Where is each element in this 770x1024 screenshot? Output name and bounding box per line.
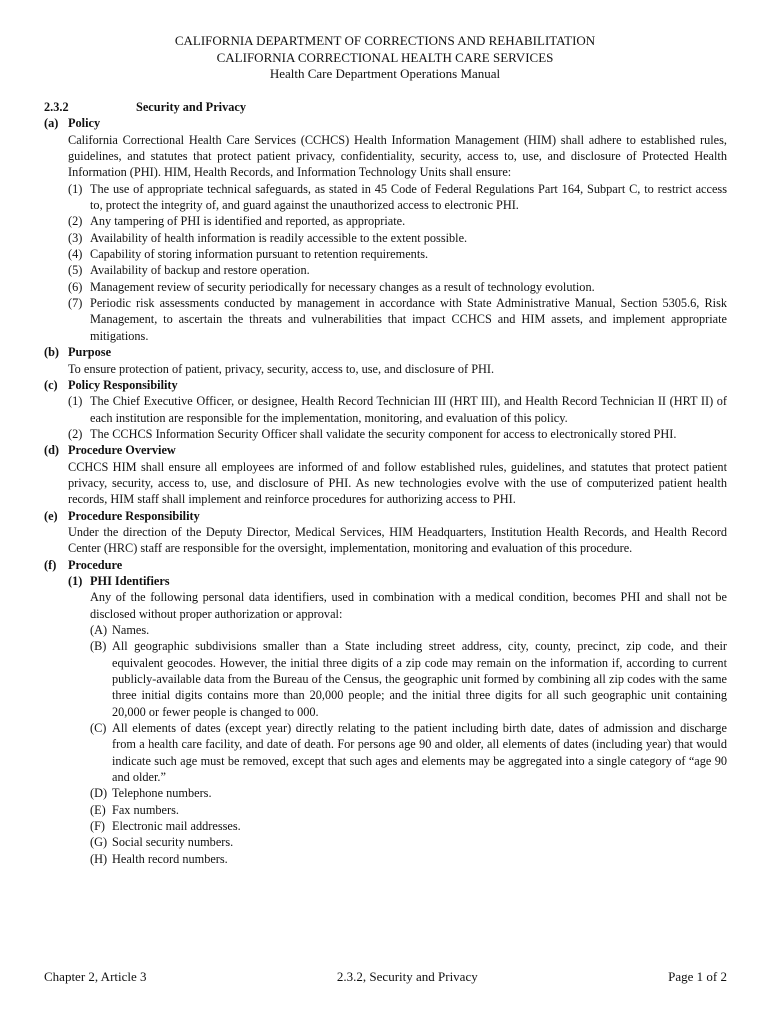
- phi-identifier-item: (D) Telephone numbers.: [90, 786, 212, 801]
- phi-identifier-item: (F) Electronic mail addresses.: [90, 819, 241, 834]
- responsibility-item: (2) The CCHCS Information Security Officer shall validate the security component for access to electronically stored PHI.: [68, 426, 677, 441]
- footer-chapter: Chapter 2, Article 3: [44, 969, 147, 984]
- phi-identifier-item: (B) All geographic subdivisions smaller than a State including street address, city, county, precinct, zip code, and their equivalent geocodes. However, the initial three digits of a zip code may remain on the information if, according to current publicly-available data from the Bureau of the Census, the geographic unit formed by combining all zip codes with the same three initial digits contains more than 20,000 people; and the initial three digits for all such geographic unit containing 20,000 or fewer people is changed to 000.: [90, 639, 727, 719]
- policy-item: (4) Capability of storing information pursuant to retention requirements.: [68, 247, 429, 262]
- policy-intro: California Correctional Health Care Services (CCHCS) Health Information Management (HIM) shall adhere to established rules, guidelines, and statutes that protect patient privacy, confidentiality, security, access to, use, and disclosure of Protected Health Information (PHI). HIM, Health Records, and Information Technology Units shall ensure:: [68, 132, 727, 180]
- responsibility-item: (1) The Chief Executive Officer, or designee, Health Record Technician III (HRT III), and Health Record Technician II (HRT II) of each institution are responsible for the implementation, monitoring, and evaluation of this policy.: [68, 394, 727, 425]
- policy-item: (3) Availability of health information is readily accessible to the extent possible.: [68, 230, 468, 245]
- section-heading: [44, 99, 727, 115]
- phi-identifier-item: (H) Health record numbers.: [90, 851, 228, 866]
- policy-item: (2) Any tampering of PHI is identified and reported, as appropriate.: [68, 214, 406, 229]
- phi-identifier-item: (E) Fax numbers.: [90, 802, 179, 817]
- header-line-3: Health Care Department Operations Manual: [269, 66, 501, 81]
- document-header: [0, 33, 770, 83]
- policy-marker: (a): [44, 116, 59, 131]
- footer-page-number: Page 1 of 2: [668, 969, 727, 984]
- phi-identifiers-intro: Any of the following personal data identifiers, used in combination with a medical condition, becomes PHI and shall not be disclosed without proper authorization or approval:: [90, 590, 727, 621]
- header-line-1: CALIFORNIA DEPARTMENT OF CORRECTIONS AND REHABILITATION: [174, 33, 596, 48]
- procedure-heading: (f) Procedure: [44, 557, 123, 572]
- policy-title: Policy: [68, 116, 101, 131]
- footer-section: 2.3.2, Security and Privacy: [336, 969, 478, 984]
- procedure-responsibility-heading: (e) Procedure Responsibility: [44, 508, 200, 523]
- procedure-responsibility-text: Under the direction of the Deputy Director, Medical Services, HIM Headquarters, Institution Health Records, and Health Record Center (HRC) staff are responsible for the oversight, implementation, monitoring and evaluation of this procedure.: [68, 524, 727, 556]
- section-number: 2.3.2: [44, 100, 69, 114]
- header-line-2: CALIFORNIA CORRECTIONAL HEALTH CARE SERVICES: [216, 49, 554, 65]
- purpose-heading: (b) Purpose: [44, 345, 112, 360]
- policy-item: (5) Availability of backup and restore operation.: [68, 263, 310, 278]
- document-footer: [44, 969, 727, 985]
- policy-item: (1) The use of appropriate technical safeguards, as stated in 45 Code of Federal Regulations Part 164, Subpart C, to restrict access to, protect the integrity of, and guard against the unauthorized access to electronic PHI.: [68, 181, 727, 213]
- purpose-text: To ensure protection of patient, privacy, security, access to, use, and disclosure of PHI.: [68, 361, 495, 376]
- overview-text: CCHCS HIM shall ensure all employees are informed of and follow established rules, guidelines, and statutes that protect patient privacy, security, access to, use, and disclosure of PHI. As new technologies evolve with the use of computerized patient health records, HIM staff shall implement and reinforce procedures for authorizing access to PHI.: [68, 459, 727, 507]
- document-body: [44, 99, 727, 867]
- overview-heading: (d) Procedure Overview: [44, 443, 176, 458]
- policy-heading: [44, 115, 727, 131]
- policy-item: (7) Periodic risk assessments conducted by management in accordance with State Administrative Manual, Section 5305.6, Risk Management, to ascertain the threats and vulnerabilities that impact CCHCS and HIM assets, and implement appropriate mitigations.: [68, 296, 727, 343]
- policy-item: (6) Management review of security periodically for necessary changes as a result of technology evolution.: [68, 279, 595, 294]
- responsibility-heading: (c) Policy Responsibility: [44, 377, 178, 392]
- phi-identifier-item: (A) Names.: [90, 623, 150, 637]
- phi-identifier-item: (G) Social security numbers.: [90, 835, 234, 850]
- phi-identifier-item: (C) All elements of dates (except year) directly relating to the patient including birth date, dates of admission and discharge from a health care facility, and date of death. For persons age 90 and older, all elements of dates (including year) that would indicate such age must be removed, except that such ages and elements may be aggregated into a single category of “age 90 and older.”: [90, 721, 727, 785]
- section-title: Security and Privacy: [136, 100, 246, 114]
- phi-identifiers-heading: (1) PHI Identifiers: [68, 573, 170, 588]
